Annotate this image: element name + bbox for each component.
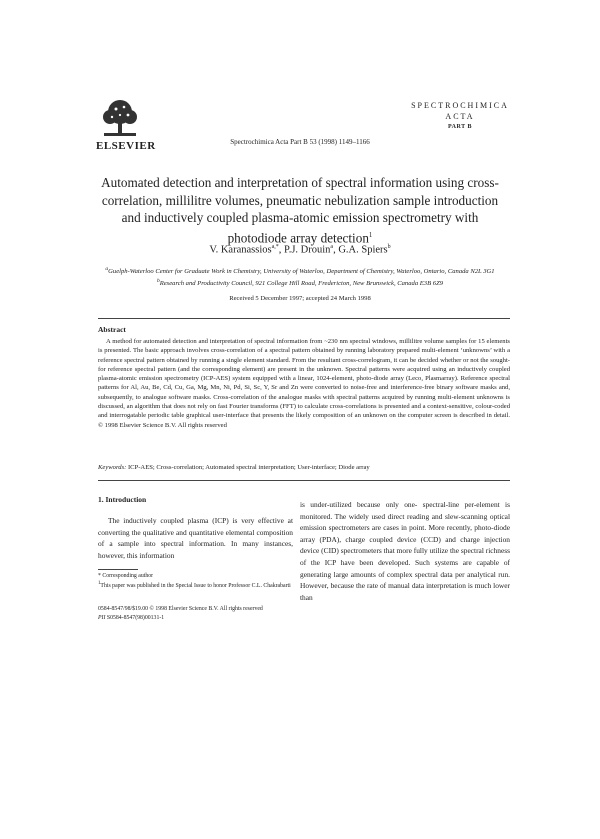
footnote-special-issue: [98, 580, 298, 590]
publisher-name: ELSEVIER: [96, 140, 156, 152]
keywords-text: ICP-AES; Cross-correlation; Automated spectral interpretation; User-interface; Diode array: [126, 464, 370, 471]
pii-value: S0584-8547(98)00131-1: [105, 615, 165, 621]
author-2: P.J. Drouin: [284, 244, 331, 256]
footnote-special-issue-text: This paper was published in the Special Issue to honor Professor C.L. Chakrabarti: [100, 582, 291, 589]
footnote-rule: [98, 569, 138, 570]
elsevier-tree-logo: [98, 97, 142, 141]
paper-title-text: Automated detection and interpretation of spectral information using cross-correlation, millilitre volumes, pneumatic nebulization sample introduction and inductively coupled plasma-atomic emission spectrometry with photodiode array detection: [101, 175, 499, 245]
intro-right-column: is under-utilized because only one- spectral-line per-element is monitored. The widely used direct reading and slew-scanning optical emission spectrometers are cases in point. More recently, photo-diode array (PDA), charge coupled device (CCD) and charge injection device (CID) spectrometers that more fully utilize the spectral richness of the ICP have been developed. Such systems are capable of generating large amounts of complex spectral data per analytical run. However, because the rate of manual data interpretation is much lower than: [300, 500, 510, 602]
abstract-heading: Abstract: [98, 325, 126, 334]
journal-reference: Spectrochimica Acta Part B 53 (1998) 1149–1166: [230, 138, 370, 146]
pii-line: [98, 614, 398, 623]
author-separator: ,: [333, 244, 339, 256]
affiliations: [100, 265, 500, 288]
author-separator: ,: [278, 244, 285, 256]
affiliation-a: [100, 265, 500, 277]
footnote-sup: 1: [98, 581, 101, 586]
abstract-text: A method for automated detection and interpretation of spectral information from ~230 nm spectral windows, millilitre volume samples for 15 elements is presented. The basic approach involves cross-correlation of a spectral pattern obtained by running laboratory prepared multi-element ‘unknowns’ with a reference spectral pattern obtained by running a single element standard. From the resultant cross-correlogram, it can be decided whether or not the sought-for reference spectral pattern (and the corresponding element) are present in the unknown. Spectral patterns were acquired using an inductively coupled plasma-atomic emission spectrometry (ICP-AES) system equipped with a linear, 1024-element, photo-diode array (Leco, Plasmarray). Reference spectral patterns for Al, Au, Be, Cd, Cu, Ga, Mg, Mn, Ni, Pd, Si, Sc, Y, Sr and Zn were converted to noise-free and interference-free binary software masks and, subsequently, to analogue software masks. Cross-correlation of the analogue masks with spectral patterns acquired by running multi-element unknowns is discussed, an algorithm that does not rely on fast Fourier transforms (FFT) to calculate cross-correlations is presented and a context-sensitive, colour-coded and interrogatable periodic table graphical user-interface that presents the likely composition of an unknown on the computer screen is described in detail. © 1998 Elsevier Science B.V. All rights reserved: [98, 338, 510, 429]
copyright-block: [98, 605, 398, 623]
received-dates: Received 5 December 1997; accepted 24 March 1998: [229, 295, 371, 302]
journal-title-line1: SPECTROCHIMICA: [411, 101, 509, 110]
affiliation-a-text: Guelph-Waterloo Center for Graduate Work in Chemistry, University of Waterloo, Department of Chemistry, Waterloo, Ontario, Canada N2L 3G1: [108, 268, 495, 276]
pii-label: PII: [98, 615, 106, 621]
divider-bottom: [98, 480, 510, 481]
journal-title-part: PART B: [447, 124, 473, 130]
author-list: [100, 244, 500, 256]
journal-title-block: [410, 100, 510, 133]
affiliation-b-text: Research and Productivity Council, 921 College Hill Road, Fredericton, New Brunswick, Canada E3B 6Z9: [159, 279, 444, 287]
author-2-sup: a: [330, 244, 334, 250]
author-3: G.A. Spiers: [338, 244, 388, 256]
affiliation-b-sup: b: [156, 277, 160, 284]
footnote-corresponding: * Corresponding author: [98, 573, 154, 579]
keywords: [98, 464, 510, 471]
divider-top: [98, 318, 510, 319]
author-3-sup: b: [387, 244, 391, 250]
title-footnote-mark: 1: [368, 230, 373, 239]
section-heading-introduction: 1. Introduction: [98, 495, 147, 504]
keywords-label: Keywords:: [98, 464, 127, 471]
affiliation-b: [100, 277, 500, 289]
issn-line: 0584-8547/98/$19.00 © 1998 Elsevier Science B.V. All rights reserved: [98, 606, 263, 612]
journal-title-line2: ACTA: [445, 112, 475, 121]
affiliation-a-sup: a: [105, 266, 109, 272]
footnotes: [98, 572, 298, 590]
intro-left-column: The inductively coupled plasma (ICP) is very effective at converting the qualitative and quantitative elemental composition of a sample into spectral information. In many instances, however, this information: [98, 516, 293, 560]
paper-title: [100, 174, 500, 246]
author-1: V. Karanassios: [209, 244, 272, 256]
author-1-sup: a,*: [271, 244, 279, 250]
